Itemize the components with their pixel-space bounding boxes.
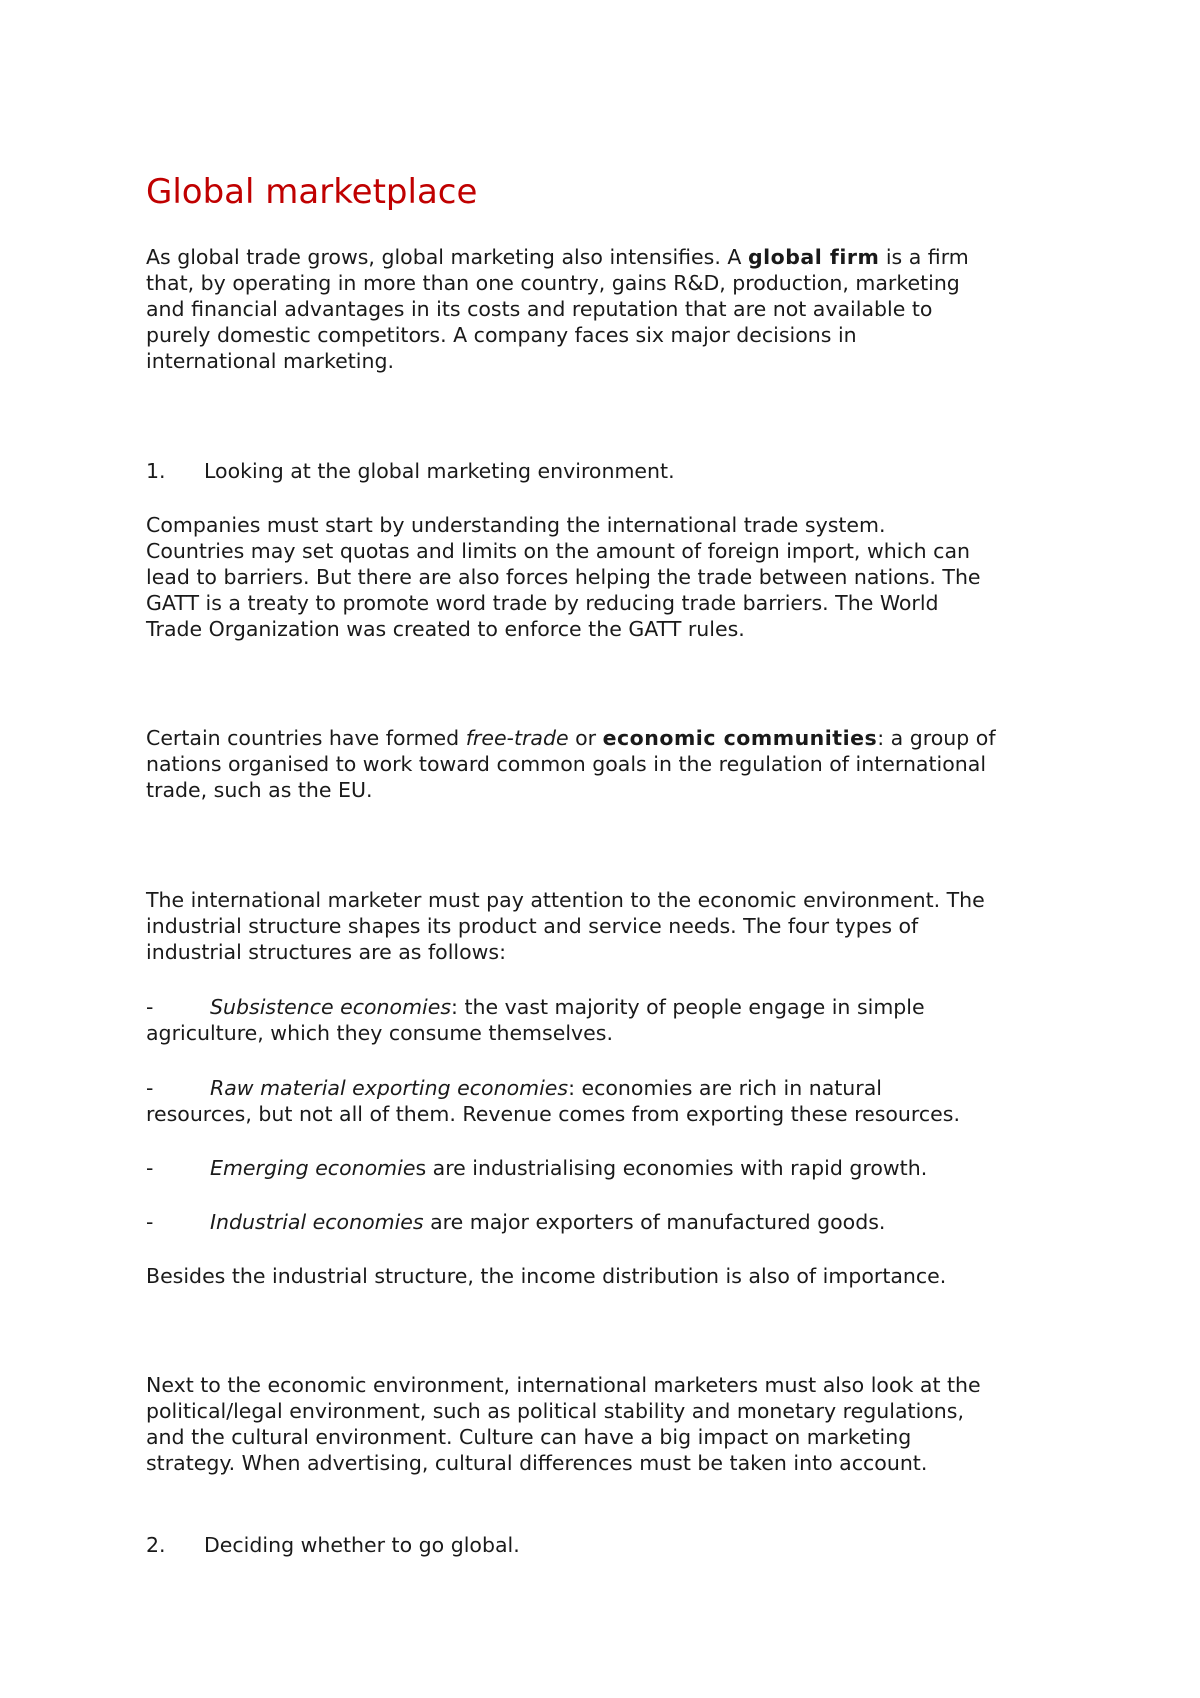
text-run: is a firm (879, 245, 969, 269)
text-line: industrial structure shapes its product and service needs. The four types of (146, 914, 919, 938)
section-heading-1 (146, 458, 1076, 484)
text-line: purely domestic competitors. A company faces six major decisions in (146, 323, 857, 347)
term-economic-communities: economic communities (602, 726, 878, 750)
text-run: : the vast majority of people engage in simple (451, 995, 925, 1019)
economic-environment-paragraph (146, 887, 1076, 965)
intro-paragraph (146, 244, 1076, 374)
bullet-dash: - (146, 1156, 154, 1180)
bullet-raw-material (146, 1075, 1076, 1127)
list-number: 2. (146, 1533, 166, 1557)
bullet-subsistence (146, 994, 1076, 1046)
text-line: trade, such as the EU. (146, 778, 373, 802)
heading-text: Deciding whether to go global. (204, 1533, 520, 1557)
text-line: agriculture, which they consume themselves. (146, 1021, 613, 1045)
trade-system-paragraph (146, 512, 1076, 642)
text-line: political/legal environment, such as political stability and monetary regulations, (146, 1399, 964, 1423)
text-line: and the cultural environment. Culture can have a big impact on marketing (146, 1425, 912, 1449)
bullet-term: Raw material exporting economies (210, 1076, 569, 1100)
bullet-term: Industrial economies (210, 1210, 424, 1234)
text-line: lead to barriers. But there are also forces helping the trade between nations. The (146, 565, 981, 589)
communities-paragraph (146, 725, 1076, 803)
bullet-term: Subsistence economies (210, 995, 452, 1019)
text-line: Next to the economic environment, international marketers must also look at the (146, 1373, 981, 1397)
term-free-trade: free-trade (465, 726, 569, 750)
text-run: As global trade grows, global marketing also intensifies. A (146, 245, 748, 269)
text-run: : economies are rich in natural (568, 1076, 882, 1100)
text-line (146, 725, 1076, 751)
bullet-industrial (146, 1209, 1076, 1235)
text-line: GATT is a treaty to promote word trade by reducing trade barriers. The World (146, 591, 939, 615)
text-line (146, 994, 1076, 1020)
list-number: 1. (146, 459, 166, 483)
text-run: Certain countries have formed (146, 726, 466, 750)
text-line (146, 458, 1076, 484)
text-line (146, 1209, 1076, 1235)
page-title: Global marketplace (146, 172, 478, 212)
text-line: Companies must start by understanding the international trade system. (146, 513, 886, 537)
text-line: and financial advantages in its costs and reputation that are not available to (146, 297, 933, 321)
bullet-dash: - (146, 1076, 154, 1100)
bullet-dash: - (146, 1210, 154, 1234)
political-paragraph (146, 1372, 1076, 1476)
bullet-emerging (146, 1155, 1076, 1181)
text-line (146, 1075, 1076, 1101)
text-run: or (568, 726, 603, 750)
text-line: Besides the industrial structure, the income distribution is also of importance. (146, 1264, 947, 1288)
text-line (146, 1155, 1076, 1181)
text-line: industrial structures are as follows: (146, 940, 507, 964)
bullet-dash: - (146, 995, 154, 1019)
text-line (146, 1532, 1076, 1558)
text-run: s are industrialising economies with rapid growth. (415, 1156, 928, 1180)
text-line: The international marketer must pay attention to the economic environment. The (146, 888, 985, 912)
text-line: Countries may set quotas and limits on the amount of foreign import, which can (146, 539, 971, 563)
heading-text: Looking at the global marketing environment. (204, 459, 675, 483)
text-line: that, by operating in more than one country, gains R&D, production, marketing (146, 271, 960, 295)
text-run: : a group of (877, 726, 996, 750)
section-heading-2 (146, 1532, 1076, 1558)
text-line: resources, but not all of them. Revenue comes from exporting these resources. (146, 1102, 960, 1126)
text-line: nations organised to work toward common goals in the regulation of international (146, 752, 987, 776)
text-line: international marketing. (146, 349, 394, 373)
text-line: strategy. When advertising, cultural differences must be taken into account. (146, 1451, 928, 1475)
text-run: are major exporters of manufactured goods. (423, 1210, 886, 1234)
term-global-firm: global firm (747, 245, 880, 269)
income-paragraph (146, 1263, 1076, 1289)
text-line: Trade Organization was created to enforce the GATT rules. (146, 617, 745, 641)
text-line (146, 244, 1076, 270)
bullet-term: Emerging economie (210, 1156, 416, 1180)
